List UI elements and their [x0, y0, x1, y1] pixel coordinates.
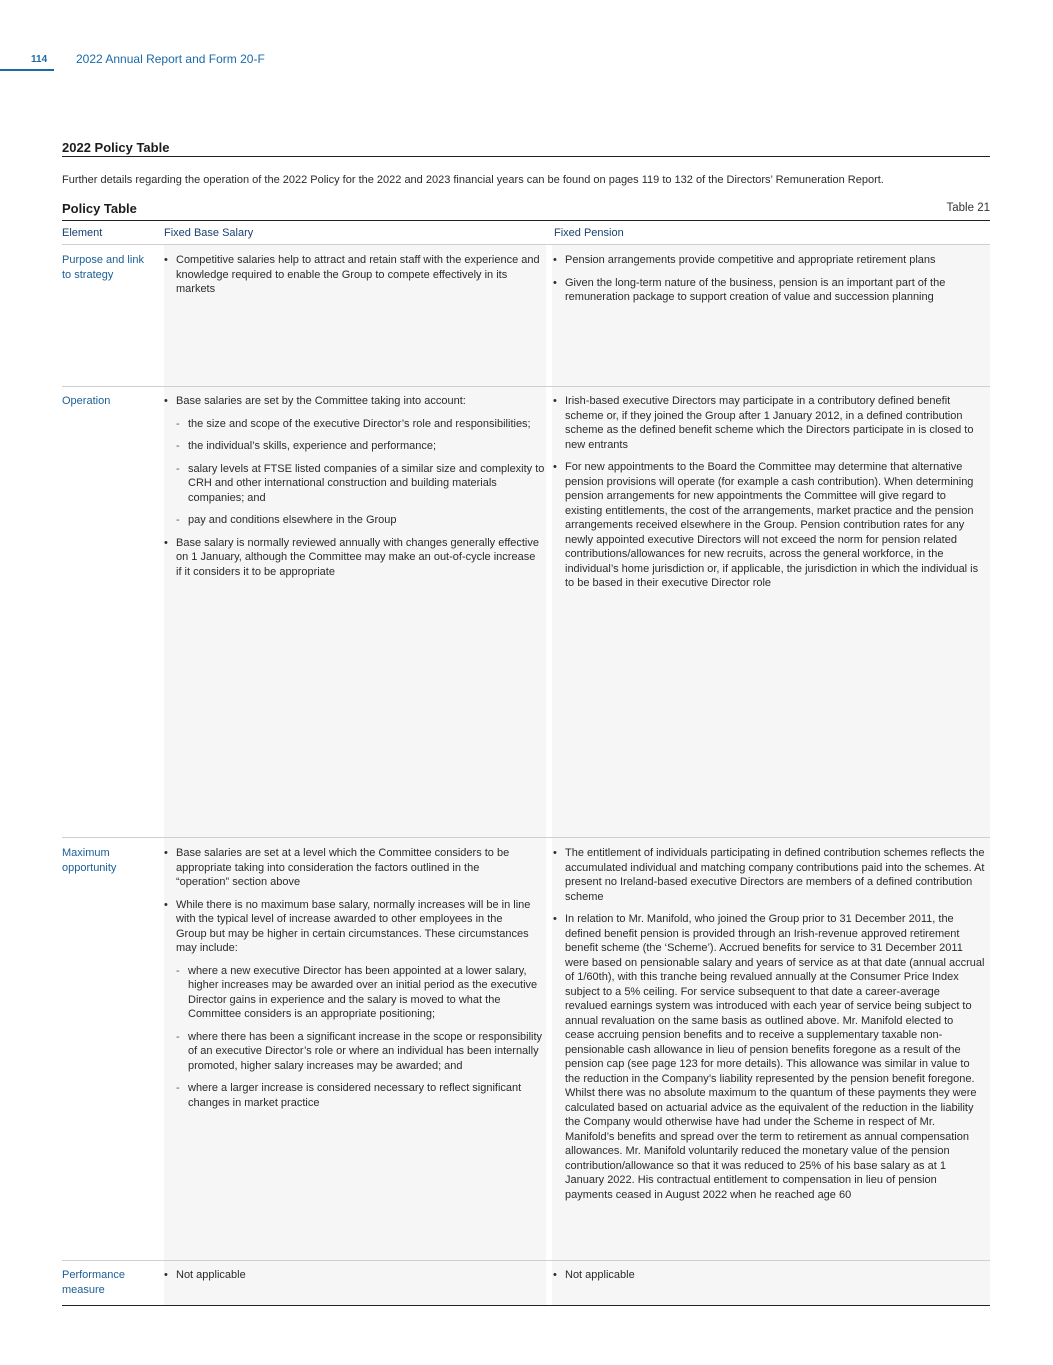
bullet-item: • Base salaries are set at a level which the Committee considers to be appropriate taking into consideration the factors outlined in the “operation” section above: [164, 846, 550, 890]
report-title: 2022 Annual Report and Form 20-F: [76, 52, 265, 66]
bullet-item: • While there is no maximum base salary, normally increases will be in line with the typical level of increase awarded to other employees in the Group but may be higher in certain circumstances. These circumstances may include:: [164, 898, 550, 956]
dash-item: - the size and scope of the executive Director’s role and responsibilities;: [164, 417, 550, 432]
bullet-item: • Irish-based executive Directors may participate in a contributory defined benefit scheme or, if they joined the Group after 1 January 2012, in a defined contribution scheme as the defined benefit scheme which the Directors participate in is closed to new entrants: [553, 394, 985, 452]
pension-cell: [553, 253, 983, 313]
page-header: [0, 52, 1053, 72]
intro-text: Further details regarding the operation of the 2022 Policy for the 2022 and 2023 financial years can be found on pages 119 to 132 of the Directors’ Remuneration Report.: [62, 174, 884, 186]
bullet-item: • Not applicable: [553, 1268, 983, 1283]
bullet-item: • Competitive salaries help to attract and retain staff with the experience and knowledge required to enable the Group to compete effectively in its markets: [164, 253, 542, 297]
bullet-item: • The entitlement of individuals participating in defined contribution schemes reflects the accumulated individual and matching company contributions paid into the schemes. At present no Ireland-based executive Directors are members of a defined contribution scheme: [553, 846, 985, 904]
bullet-item: • For new appointments to the Board the Committee may determine that alternative pension provisions will operate (for example a cash contribution). When determining pension arrangements for new appointments the Committee will give regard to existing entitlements, the cost of the arrangements, market practice and the pension arrangements received elsewhere in the Group. Pension contribution rates for any newly appointed executive Directors will not exceed the norm for pension related contributions/allowances for new recruits, across the general workforce, in the individual’s home jurisdiction or, if applicable, the jurisdiction in which the individual is to be based in their executive Director role: [553, 460, 985, 591]
column-header-element: Element: [62, 227, 103, 239]
table-row-maximum-opportunity: [62, 838, 990, 1260]
element-label: Performance measure: [62, 1269, 125, 1296]
column-header-fixed-pension: Fixed Pension: [554, 227, 624, 239]
table-row-purpose: [62, 245, 990, 386]
element-label: Maximum opportunity: [62, 847, 117, 874]
table-top-rule: [62, 220, 990, 221]
dash-item: - the individual’s skills, experience and performance;: [164, 439, 550, 454]
pension-cell: [553, 394, 985, 599]
salary-cell: [164, 394, 550, 587]
table-title: Policy Table: [62, 201, 137, 216]
bullet-item: • Not applicable: [164, 1268, 542, 1283]
salary-cell: [164, 846, 550, 1118]
pension-cell: [553, 1268, 983, 1291]
table-row-performance-measure: [62, 1261, 990, 1305]
dash-item: - where a larger increase is considered necessary to reflect significant changes in market practice: [164, 1081, 550, 1110]
element-label: Purpose and link to strategy: [62, 254, 144, 281]
section-divider: [62, 156, 990, 157]
salary-cell: [164, 253, 542, 305]
bullet-item: • Base salary is normally reviewed annually with changes generally effective on 1 January, although the Committee may make an out-of-cycle increase if it considers it to be appropriate: [164, 536, 550, 580]
dash-item: - salary levels at FTSE listed companies of a similar size and complexity to CRH and other international construction and building materials companies; and: [164, 462, 550, 506]
element-label: Operation: [62, 395, 111, 407]
bullet-item: • Pension arrangements provide competitive and appropriate retirement plans: [553, 253, 983, 268]
page-number: 114: [31, 54, 48, 65]
table-number: Table 21: [946, 202, 990, 214]
column-header-fixed-base-salary: Fixed Base Salary: [164, 227, 254, 239]
bullet-item: • Given the long-term nature of the business, pension is an important part of the remuneration package to support creation of value and succession planning: [553, 276, 983, 305]
page-number-rule: [0, 69, 54, 71]
salary-cell: [164, 1268, 542, 1291]
table-row-operation: [62, 387, 990, 837]
dash-item: - where a new executive Director has been appointed at a lower salary, higher increases may be awarded over an initial period as the executive Director gains in experience and the salary is moved to what the Committee considers is an appropriate positioning;: [164, 964, 550, 1022]
bullet-item: • In relation to Mr. Manifold, who joined the Group prior to 31 December 2011, the defined benefit pension is provided through an Irish-revenue approved retirement benefit scheme (the ‘Scheme’). Accrued benefits for service to 31 December 2011 were based on pensionable salary and years of service as at that date (annual accrual of 1/60th), with this tranche being revalued annually at the Consumer Price Index subject to a 5% ceiling. For service subsequent to that date a career-average revalued earnings system was introduced with each year of service being subject to annual revaluation on the same basis as outlined above. Mr. Manifold elected to cease accruing pension benefits and to receive a supplementary taxable non-pensionable cash allowance in lieu of pension benefits foregone as a result of the pension cap (see page 123 for more details). This allowance was similar in value to the reduction in the Company’s liability represented by the pension benefit foregone. Whilst there was no absolute maximum to the quantum of these payments they were calculated based on actuarial advice as the equivalent of the reduction in the liability the Company would otherwise have had under the Scheme in respect of Mr. Manifold’s benefits and spread over the term to retirement as annual compensation allowances. Mr. Manifold voluntarily reduced the monetary value of the pension contribution/allowance so that it was reduced to 25% of his base salary as at 1 January 2022. His contractual entitlement to compensation in lieu of pension payments ceased in August 2022 when he reached age 60: [553, 912, 985, 1202]
table-bottom-rule: [62, 1305, 990, 1306]
section-title: 2022 Policy Table: [62, 140, 170, 155]
bullet-item: • Base salaries are set by the Committee taking into account:: [164, 394, 550, 409]
dash-item: - pay and conditions elsewhere in the Group: [164, 513, 550, 528]
pension-cell: [553, 846, 985, 1210]
dash-item: - where there has been a significant increase in the scope or responsibility of an executive Director’s role or where an individual has been internally promoted, higher salary increases may be awarded; and: [164, 1030, 550, 1074]
